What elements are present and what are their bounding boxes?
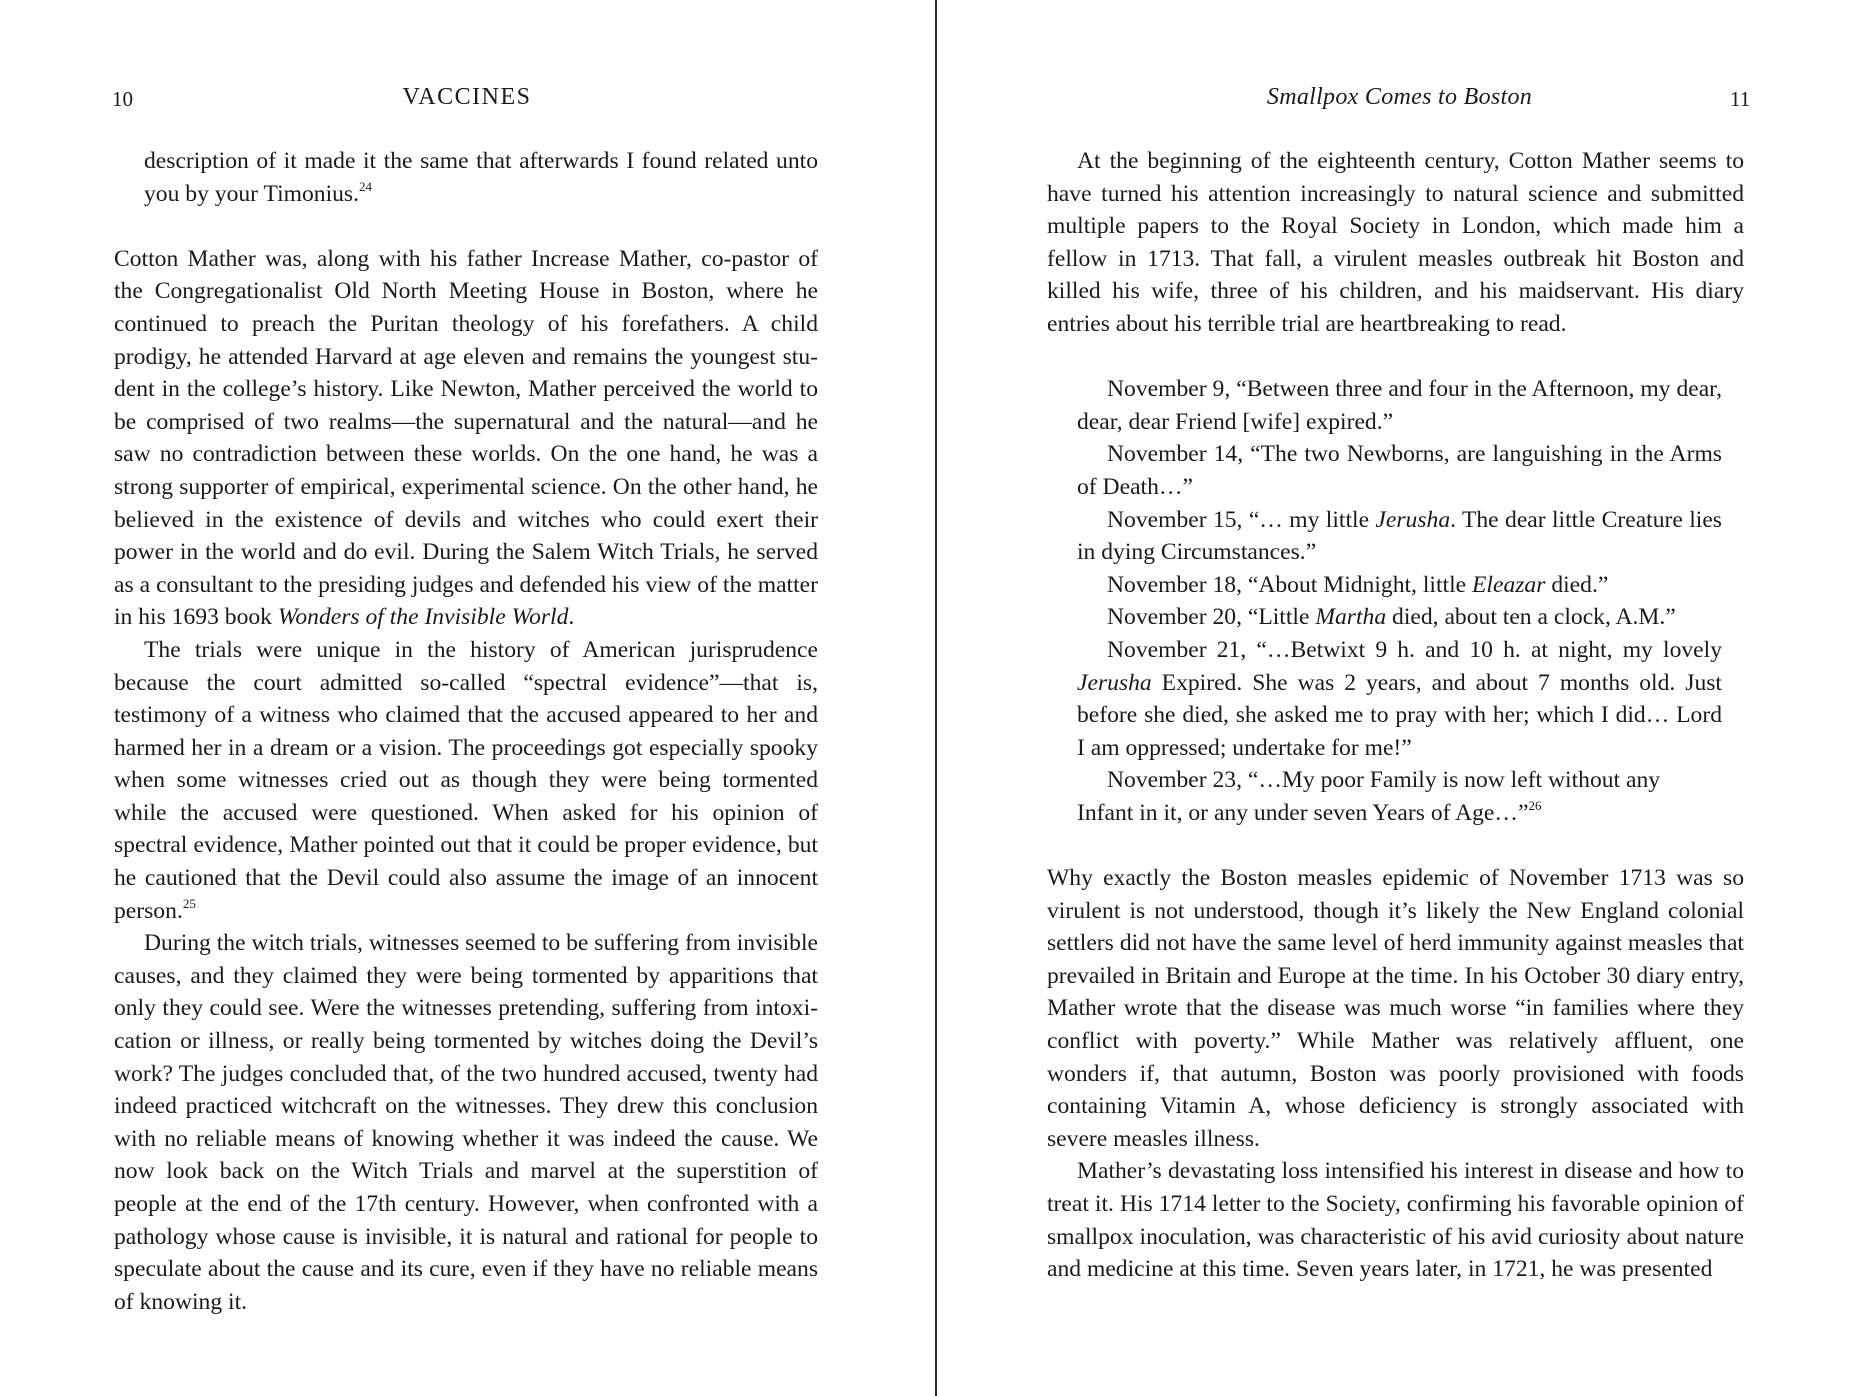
- paragraph: The trials were unique in the history of American jurisprudence because the court admitted so-called “spectral evidence”—that is, testimony of a witness who claimed that the accused appeared to her and harmed her in a dream or a vision. The proceedings got especially spooky when some witnesses cried out as though they were being tormented while the accused were questioned. When asked for his opinion of spectral evidence, Mather pointed out that it could be proper evidence, but he cautioned that the Devil could also assume the image of an innocent person.$^{25}$: [114, 636, 818, 924]
- paragraph: Why exactly the Boston measles epidemic of November 1713 was so virulent is not understood, though it’s likely the New England colonial settlers did not have the same level of herd immunity against measles that prevailed in Britain and Europe at the time. In his October 30 diary entry, Mather wrote that the disease was much worse “in families where they conflict with poverty.” While Mather was relatively affluent, one wonders if, that autumn, Boston was poorly provisioned with foods containing Vitamin A, whose deficiency is strongly associated with severe measles illness.: [1047, 865, 1744, 1152]
- right-page: [937, 0, 1862, 1396]
- diary-entry: November 9, “Between three and four in the Afternoon, my dear, dear, dear Friend [wife] expired.”: [1077, 376, 1722, 435]
- paragraph: Cotton Mather was, along with his father Increase Mather, co-pastor of the Congregationalist Old North Meeting House in Boston, where he continued to preach the Puritan theology of his forefathers. A child prodigy, he attended Harvard at age eleven and remains the youngest student in the college’s history. Like Newton, Mather perceived the world to be comprised of two realms—the supernatural and the natural—and he saw no contradiction between these worlds. On the one hand, he was a strong supporter of empirical, experimental science. On the other hand, he believed in the existence of devils and witches who could exert their power in the world and do evil. During the Salem Witch Trials, he served as a consultant to the presiding judges and defended his view of the matter in his 1693 book Wonders of the Invisible World.: [114, 245, 818, 631]
- diary-entry: November 23, “…My poor Family is now left without any Infant in it, or any under seven Years of Age…”$^{26}$: [1077, 767, 1661, 826]
- footnote-ref: 25: [182, 895, 196, 911]
- footnote-ref: 24: [359, 178, 373, 194]
- running-head: VACCINES: [402, 84, 532, 110]
- paragraph: At the beginning of the eighteenth century, Cotton Mather seems to have turned his attention increasingly to natural science and submitted multiple papers to the Royal Society in London, which made him a fellow in 1713. That fall, a virulent measles outbreak hit Boston and killed his wife, three of his children, and his maidservant. His diary entries about his terrible trial are heartbreaking to read.: [1047, 148, 1744, 337]
- paragraph: Mather’s devastating loss intensified his interest in disease and how to treat it. His 1714 letter to the Society, confirming his favorable opinion of smallpox inoculation, was characteristic of his avid curiosity about nature and medicine at this time. Seven years later, in 1721, he was presented: [1047, 1158, 1744, 1283]
- diary-entry: November 18, “About Midnight, little Eleazar died.”: [1107, 571, 1609, 598]
- diary-excerpt: [1077, 373, 1722, 829]
- diary-entry: November 21, “…Betwixt 9 h. and 10 h. at night, my lovely Jerusha Expired. She was 2 years, and about 7 months old. Just before she died, she asked me to pray with her; which I did… Lord I am oppressed; undertake for me!”: [1077, 636, 1722, 761]
- diary-entry: November 20, “Little Martha died, about ten a clock, A.M.”: [1107, 604, 1676, 631]
- page-number: 10: [112, 87, 133, 111]
- diary-entry: November 15, “… my little Jerusha. The dear little Creature lies in dying Circumstances.”: [1077, 506, 1722, 566]
- footnote-ref: 26: [1528, 797, 1542, 813]
- paragraph: During the witch trials, witnesses seemed to be suffering from invisible causes, and they claimed they were being tormented by apparitions that only they could see. Were the witnesses pretending, suffering from intoxication or illness, or really being tormented by witches doing the Devil’s work? The judges concluded that, of the two hundred accused, twenty had indeed practiced witchcraft on the witnesses. They drew this conclusion with no reliable means of knowing whether it was indeed the cause. We now look back on the Witch Trials and marvel at the superstition of people at the end of the 17th century. However, when confronted with a pathology whose cause is invisible, it is natural and rational for people to speculate about the cause and its cure, even if they have no reliable means of knowing it.: [114, 930, 818, 1315]
- page-number: 11: [1730, 87, 1751, 111]
- book-title: Wonders of the Invisible World: [277, 604, 569, 631]
- block-quote: description of it made it the same that afterwards I found related unto you by your Timonius.$^{24}$: [144, 148, 818, 207]
- diary-entry: November 14, “The two Newborns, are languishing in the Arms of Death…”: [1077, 441, 1722, 500]
- right-body-text: [1047, 145, 1744, 1286]
- running-head: Smallpox Comes to Boston: [1266, 84, 1533, 110]
- left-body-text: [114, 145, 818, 1318]
